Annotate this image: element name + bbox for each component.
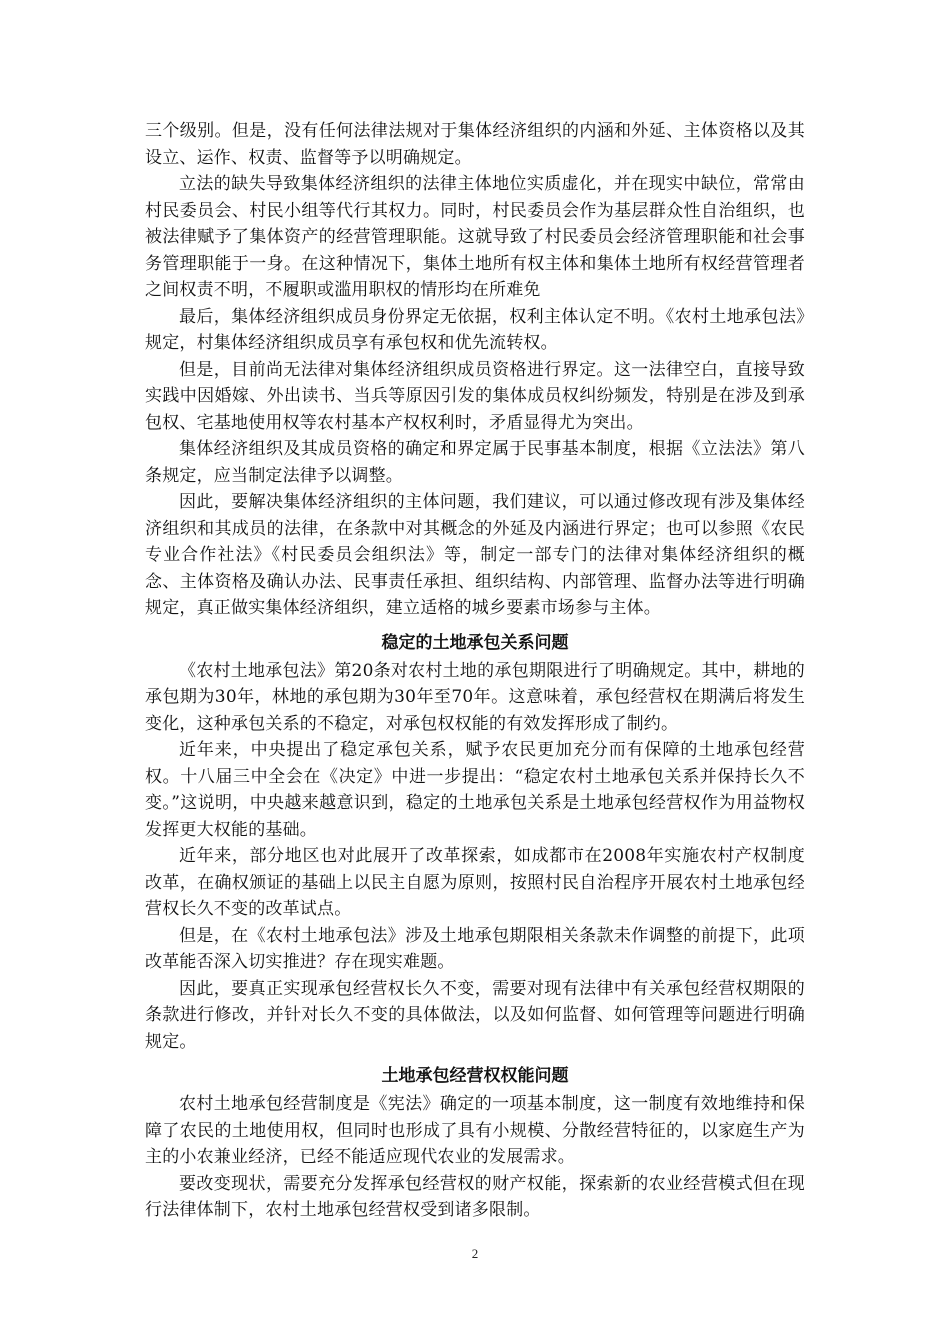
paragraph-13: 要改变现状，需要充分发挥承包经营权的财产权能，探索新的农业经营模式但在现行法律体制下，农村土地承包经营权受到诸多限制。 [145, 1173, 805, 1220]
paragraph-2: 立法的缺失导致集体经济组织的法律主体地位实质虚化，并在现实中缺位，常常由村民委员会、村民小组等代行其权力。同时，村民委员会作为基层群众性自治组织，也被法律赋予了集体资产的经营管理职能。这就导致了村民委员会经济管理职能和社会事务管理职能于一身。在这种情况下，集体土地所有权主体和集体土地所有权经营管理者之间权责不明，不履职或滥用职权的情形均在所难免 [145, 174, 805, 300]
paragraph-5: 集体经济组织及其成员资格的确定和界定属于民事基本制度，根据《立法法》第八条规定，应当制定法律予以调整。 [145, 439, 805, 486]
paragraph-4: 但是，目前尚无法律对集体经济组织成员资格进行界定。这一法律空白，直接导致实践中因婚嫁、外出读书、当兵等原因引发的集体成员权纠纷频发，特别是在涉及到承包权、宅基地使用权等农村基本产权权利时，矛盾显得尤为突出。 [145, 359, 805, 433]
page-number: 2 [471, 1246, 479, 1261]
paragraph-10: 但是，在《农村土地承包法》涉及土地承包期限相关条款未作调整的前提下，此项改革能否深入切实推进？存在现实难题。 [145, 925, 805, 972]
document-page [145, 118, 805, 1224]
paragraph-7: 《农村土地承包法》第20条对农村土地的承包期限进行了明确规定。其中，耕地的承包期为30年，林地的承包期为30年至70年。这意味着，承包经营权在期满后将发生变化，这种承包关系的不稳定，对承包权权能的有效发挥形成了制约。 [145, 660, 805, 734]
paragraph-11: 因此，要真正实现承包经营权长久不变，需要对现有法律中有关承包经营权期限的条款进行修改，并针对长久不变的具体做法，以及如何监督、如何管理等问题进行明确规定。 [145, 978, 805, 1052]
paragraph-1: 三个级别。但是，没有任何法律法规对于集体经济组织的内涵和外延、主体资格以及其设立、运作、权责、监督等予以明确规定。 [145, 121, 805, 168]
paragraph-6: 因此，要解决集体经济组织的主体问题，我们建议，可以通过修改现有涉及集体经济组织和其成员的法律，在条款中对其概念的外延及内涵进行界定；也可以参照《农民专业合作社法》《村民委员会组织法》等，制定一部专门的法律对集体经济组织的概念、主体资格及确认办法、民事责任承担、组织结构、内部管理、监督办法等进行明确规定，真正做实集体经济组织，建立适格的城乡要素市场参与主体。 [145, 492, 805, 618]
paragraph-9: 近年来，部分地区也对此展开了改革探索，如成都市在2008年实施农村产权制度改革，在确权颁证的基础上以民主自愿为原则，按照村民自治程序开展农村土地承包经营权长久不变的改革试点。 [145, 846, 805, 919]
section-heading-stable-contract: 稳定的土地承包关系问题 [381, 632, 569, 653]
paragraph-3: 最后，集体经济组织成员身份界定无依据，权利主体认定不明。《农村土地承包法》规定，村集体经济组织成员享有承包权和优先流转权。 [145, 306, 805, 353]
section-heading-contract-rights: 土地承包经营权权能问题 [381, 1066, 569, 1086]
paragraph-8: 近年来，中央提出了稳定承包关系，赋予农民更加充分而有保障的土地承包经营权。十八届三中全会在《决定》中进一步提出：“稳定农村土地承包关系并保持长久不变。”这说明，中央越来越意识到，稳定的土地承包关系是土地承包经营权作为用益物权发挥更大权能的基础。 [145, 740, 805, 840]
paragraph-12: 农村土地承包经营制度是《宪法》确定的一项基本制度，这一制度有效地维持和保障了农民的土地使用权，但同时也形成了具有小规模、分散经营特征的，以家庭生产为主的小农兼业经济，已经不能适应现代农业的发展需求。 [145, 1094, 805, 1167]
